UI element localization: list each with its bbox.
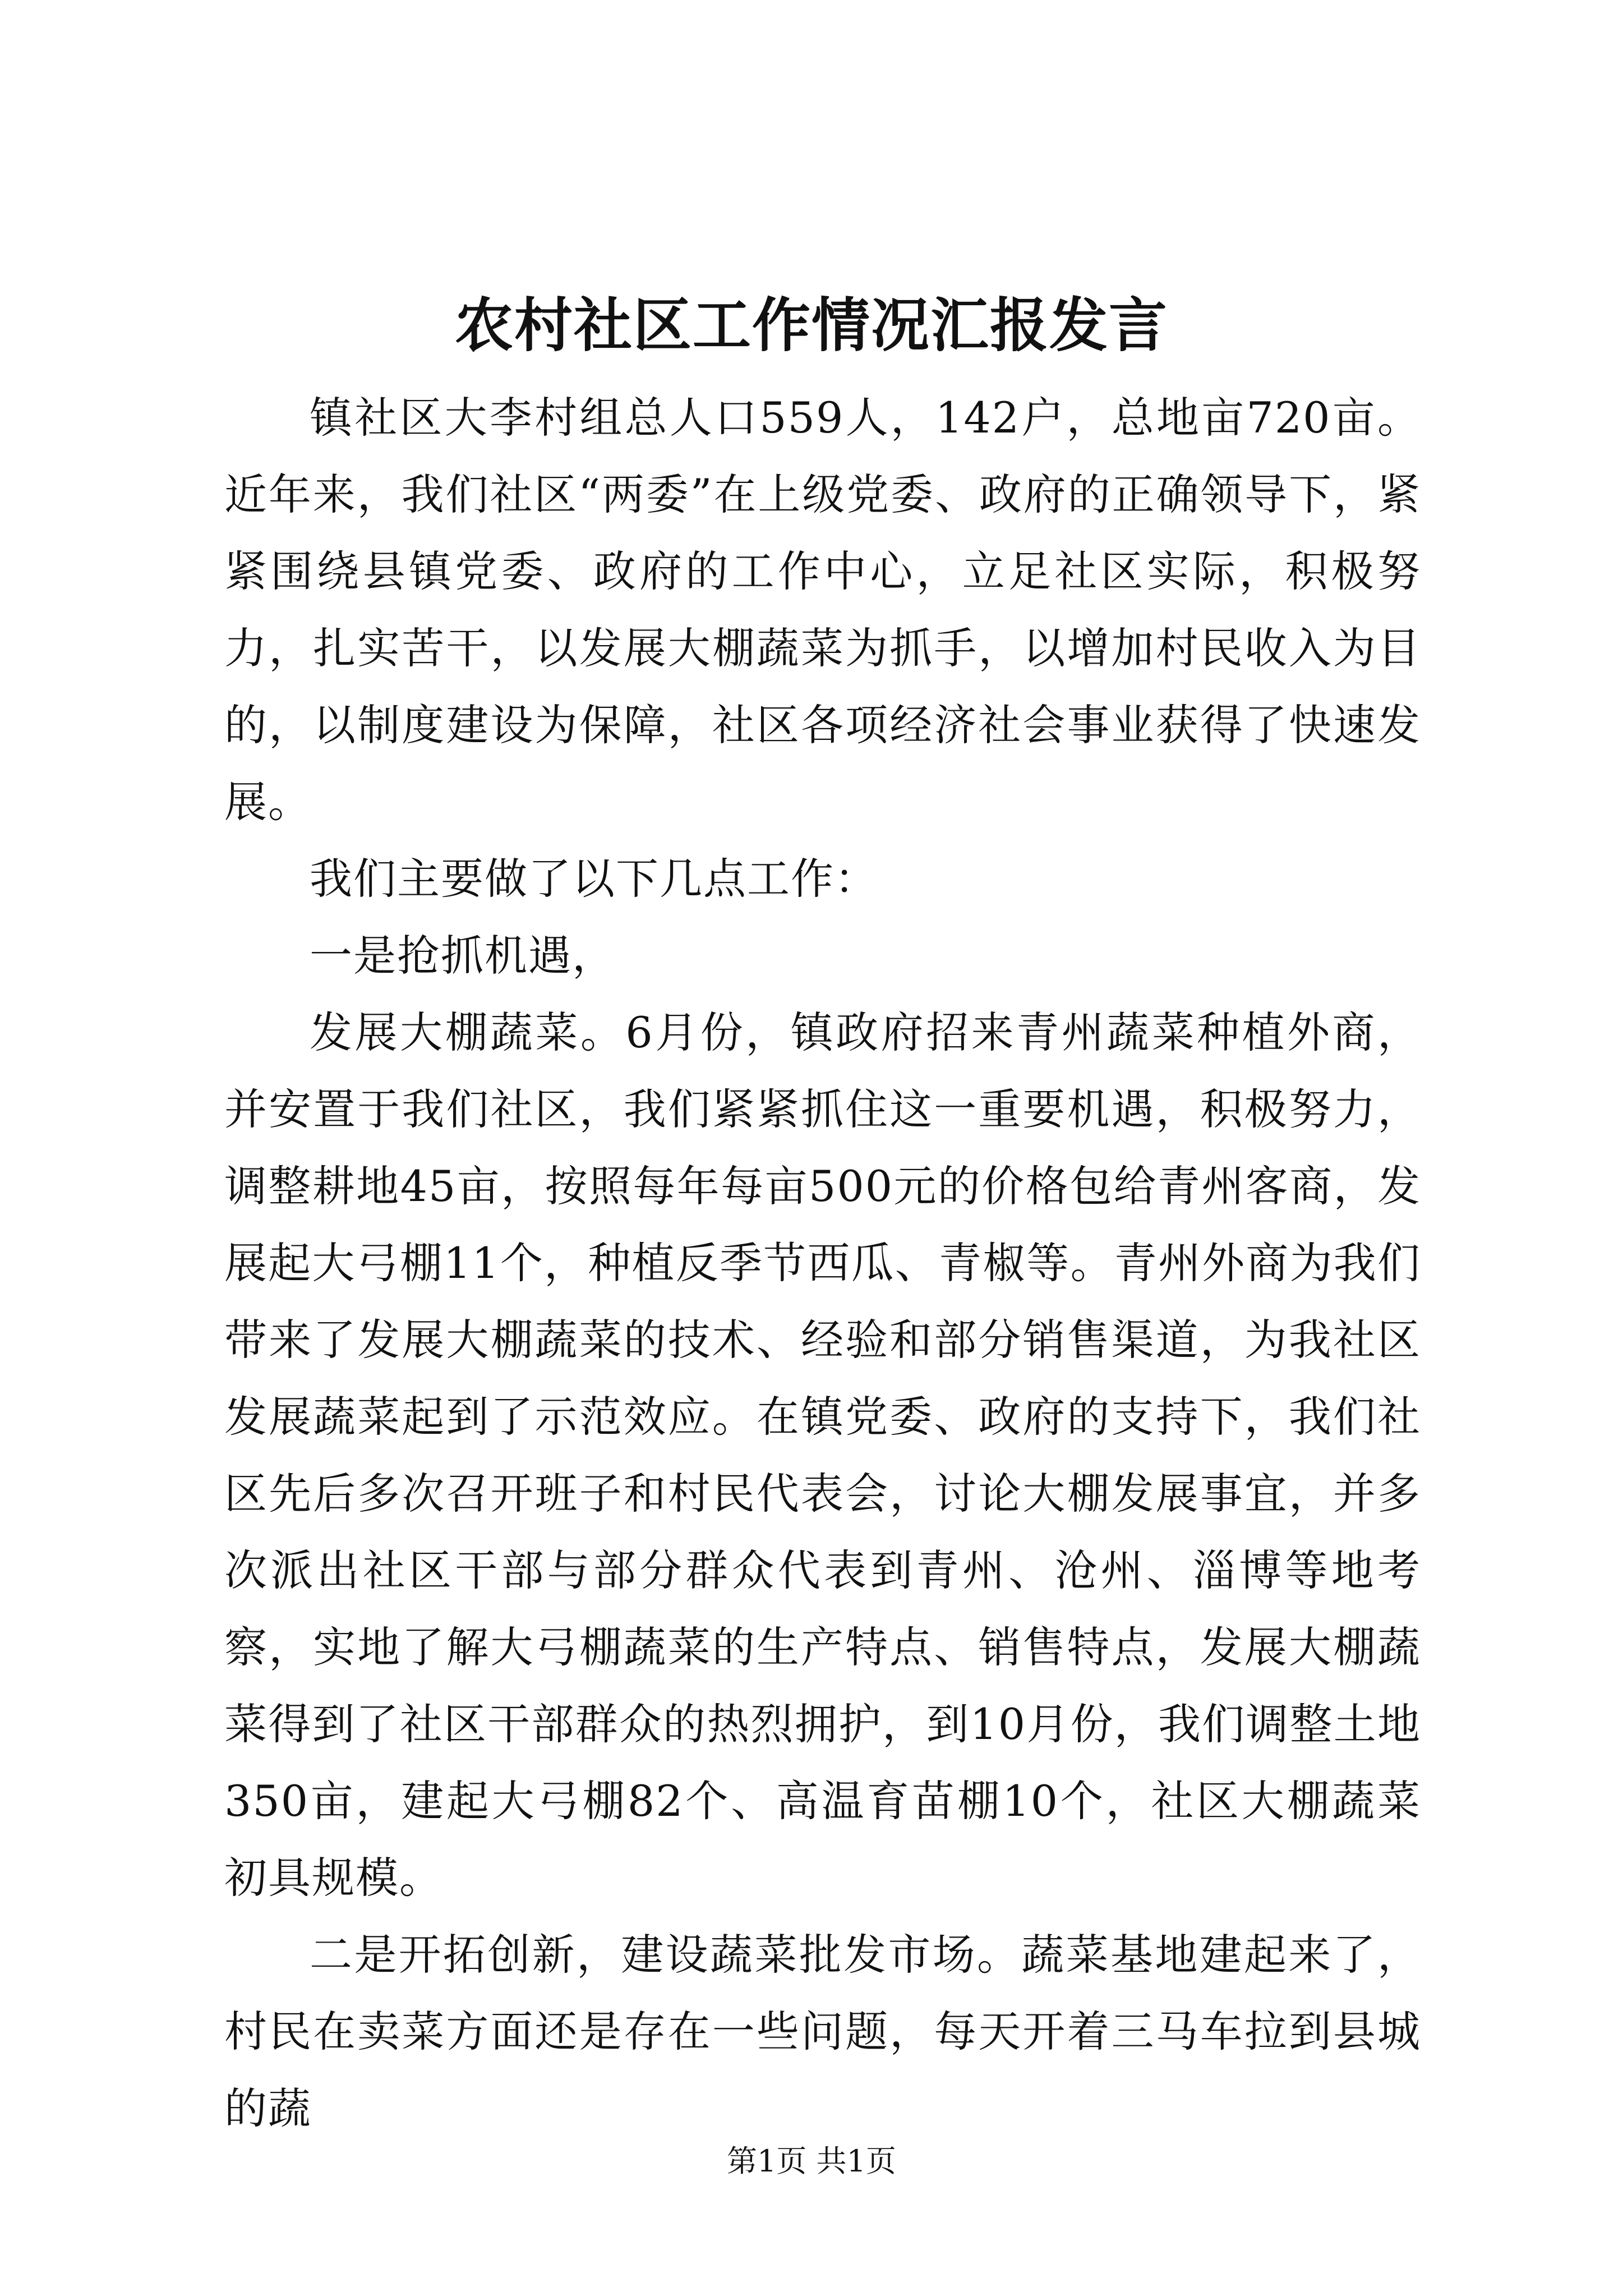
paragraph-point-one-heading: 一是抢抓机遇， bbox=[310, 931, 616, 981]
paragraph-greenhouse-development: 发展大棚蔬菜。6月份，镇政府招来青州蔬菜种植外商，并安置于我们社区，我们紧紧抓住这一重要机遇，积极努力，调整耕地45亩，按照每年每亩500元的价格包给青州客商，发展起大弓棚11个，种植反季节西瓜、青椒等。青州外商为我们带来了发展大棚蔬菜的技术、经验和部分销售渠道，为我社区发展蔬菜起到了示范效应。在镇党委、政府的支持下，我们社区先后多次召开班子和村民代表会，讨论大棚发展事宜，并多次派出社区干部与部分群众代表到青州、沧州、淄博等地考察，实地了解大弓棚蔬菜的生产特点、销售特点，发展大棚蔬菜得到了社区干部群众的热烈拥护，到10月份，我们调整土地350亩，建起大弓棚82个、高温育苗棚10个，社区大棚蔬菜初具规模。 bbox=[224, 1007, 1421, 1903]
document-title: 农村社区工作情况汇报发言 bbox=[454, 291, 1168, 360]
paragraph-point-two: 二是开拓创新，建设蔬菜批发市场。蔬菜基地建起来了，村民在卖菜方面还是存在一些问题，每天开着三马车拉到县城的蔬 bbox=[224, 1930, 1421, 2133]
page-footer: 第1页 共1页 bbox=[727, 2143, 896, 2179]
document-body bbox=[224, 379, 1421, 2147]
paragraph-intro: 镇社区大李村组总人口559人，142户，总地亩720亩。近年来，我们社区“两委”在上级党委、政府的正确领导下，紧紧围绕县镇党委、政府的工作中心，立足社区实际，积极努力，扎实苦干，以发展大棚蔬菜为抓手，以增加村民收入为目的，以制度建设为保障，社区各项经济社会事业获得了快速发展。 bbox=[224, 393, 1421, 827]
paragraph-work-summary: 我们主要做了以下几点工作： bbox=[310, 854, 878, 904]
